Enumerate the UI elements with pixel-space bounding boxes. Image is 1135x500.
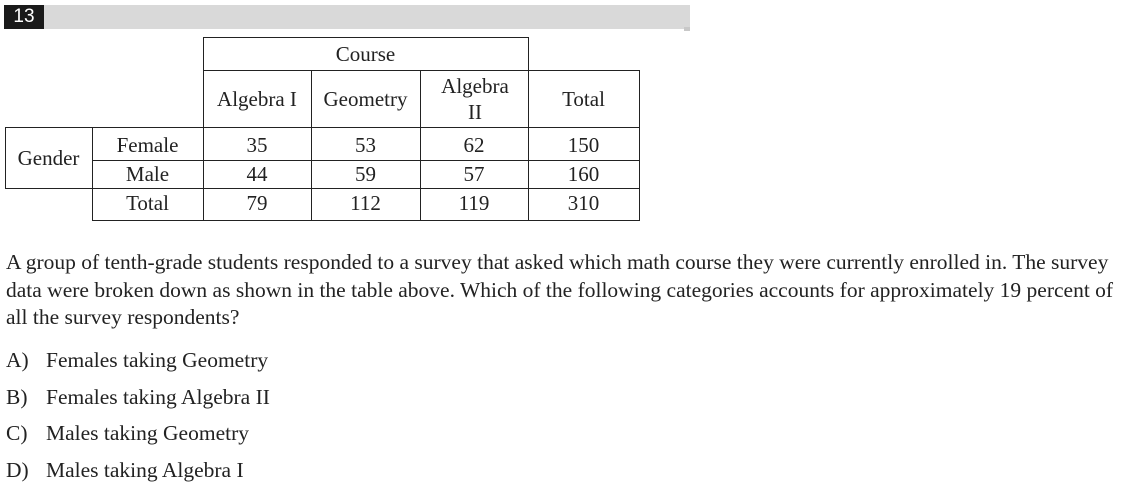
choice-letter: B) bbox=[6, 385, 28, 409]
table-cell: 62 bbox=[463, 133, 485, 157]
choice-d[interactable] bbox=[6, 457, 244, 483]
column-header-algebra-2: Algebra II bbox=[441, 74, 509, 124]
course-header: Course bbox=[335, 42, 396, 66]
table-cell: 79 bbox=[246, 191, 268, 215]
choice-text: Females taking Algebra II bbox=[46, 385, 270, 409]
table-border-bottom bbox=[92, 220, 639, 221]
table-cell: 53 bbox=[355, 133, 376, 157]
question-header-bar bbox=[4, 5, 690, 29]
table-cell: 150 bbox=[567, 133, 600, 157]
choice-letter: A) bbox=[6, 348, 29, 372]
row-group-gender: Gender bbox=[17, 146, 80, 170]
table-cell: 112 bbox=[350, 191, 381, 215]
table-cell: 119 bbox=[458, 191, 490, 215]
question-number: 13 bbox=[4, 5, 44, 29]
choice-text: Males taking Geometry bbox=[46, 421, 250, 445]
table-cell: 35 bbox=[246, 133, 268, 157]
choice-letter: C) bbox=[6, 421, 28, 445]
table-cell: 57 bbox=[463, 162, 485, 186]
choice-c[interactable] bbox=[6, 420, 249, 446]
table-cell: 44 bbox=[246, 162, 268, 186]
column-header-total: Total bbox=[562, 87, 605, 111]
choice-b[interactable] bbox=[6, 384, 270, 410]
table-cell: 59 bbox=[355, 162, 376, 186]
question-text: A group of tenth-grade students responded to a survey that asked which math course they were currently enrolled in. The survey data were broken down as shown in the table above. Which of the following categories accounts for approximately 19 percent of all the survey respondents? bbox=[6, 250, 1114, 329]
choice-letter: D) bbox=[6, 458, 29, 482]
column-header-algebra-1: Algebra I bbox=[217, 87, 297, 111]
choice-text: Males taking Algebra I bbox=[46, 458, 244, 482]
table-cell: 160 bbox=[567, 162, 600, 186]
choice-text: Females taking Geometry bbox=[46, 348, 269, 372]
choice-a[interactable] bbox=[6, 347, 268, 373]
table-border-right bbox=[639, 70, 640, 221]
column-header-geometry: Geometry bbox=[323, 87, 408, 111]
row-label-male: Male bbox=[125, 162, 170, 186]
table-border-header-bottom bbox=[5, 127, 639, 128]
row-label-female: Female bbox=[116, 133, 179, 157]
row-label-total: Total bbox=[126, 191, 169, 215]
table-cell: 310 bbox=[567, 191, 600, 215]
